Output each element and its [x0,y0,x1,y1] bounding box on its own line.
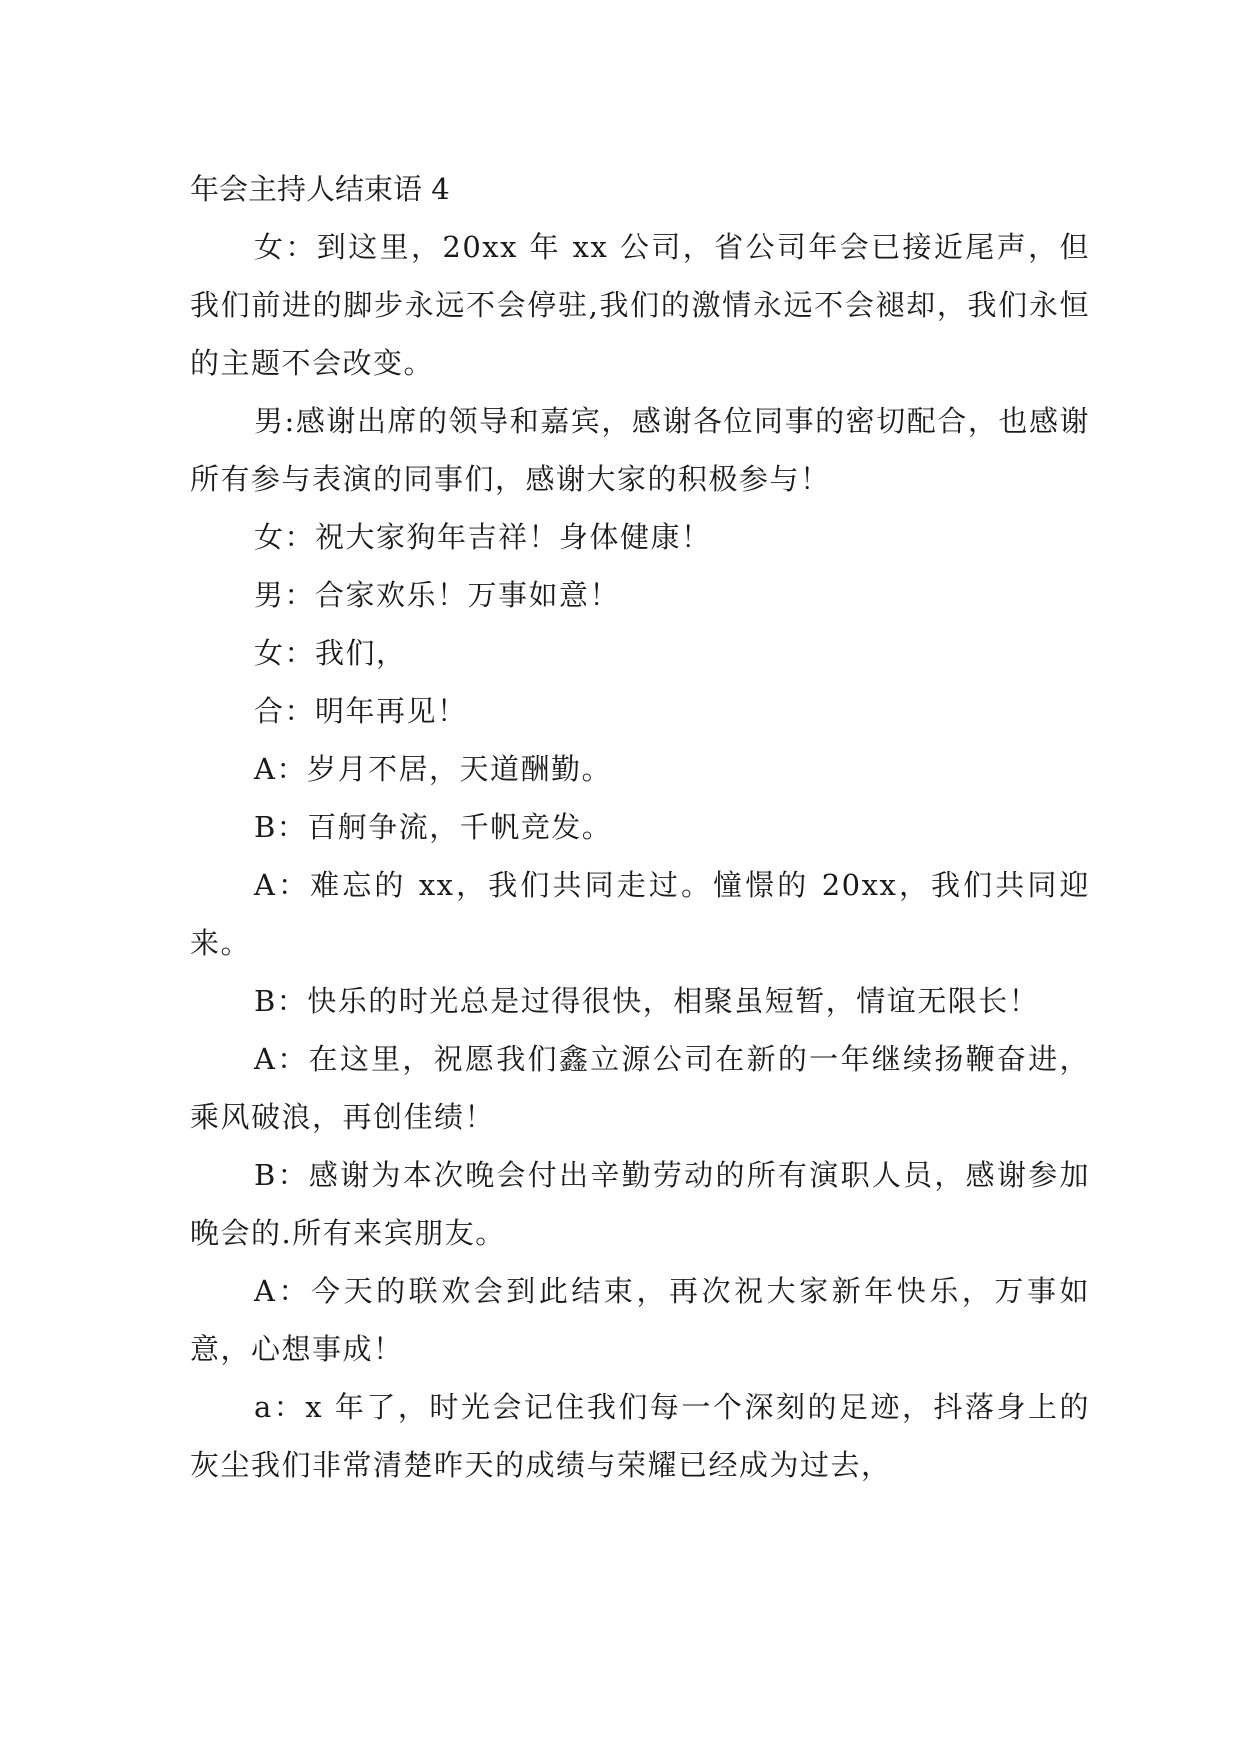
paragraph-2: 男:感谢出席的领导和嘉宾，感谢各位同事的密切配合，也感谢所有参与表演的同事们，感谢大家的积极参与！ [190,404,1090,496]
paragraph-9: A：难忘的 xx，我们共同走过。憧憬的 20xx，我们共同迎来。 [190,868,1090,960]
document-title: 年会主持人结束语 4 [190,172,450,206]
paragraph-6: 合：明年再见！ [254,694,468,728]
paragraph-1: 女：到这里，20xx 年 xx 公司，省公司年会已接近尾声，但我们前进的脚步永远不会停驻,我们的激情永远不会褪却，我们永恒的主题不会改变。 [190,230,1090,380]
paragraph-11: A：在这里，祝愿我们鑫立源公司在新的一年继续扬鞭奋进，乘风破浪，再创佳绩！ [190,1042,1090,1134]
paragraph-8: B：百舸争流，千帆竞发。 [254,810,613,844]
paragraph-12: B：感谢为本次晚会付出辛勤劳动的所有演职人员，感谢参加晚会的.所有来宾朋友。 [190,1158,1090,1250]
paragraph-13: A：今天的联欢会到此结束，再次祝大家新年快乐，万事如意，心想事成！ [190,1274,1090,1366]
paragraph-7: A：岁月不居，天道酬勤。 [254,752,612,786]
paragraph-10: B：快乐的时光总是过得很快，相聚虽短暂，情谊无限长！ [254,984,1040,1018]
paragraph-3: 女：祝大家狗年吉祥！身体健康！ [254,520,712,554]
paragraph-4: 男：合家欢乐！万事如意！ [254,578,621,612]
paragraph-5: 女：我们， [254,636,407,670]
paragraph-14: a：x 年了，时光会记住我们每一个深刻的足迹，抖落身上的灰尘我们非常清楚昨天的成绩与荣耀已经成为过去， [190,1390,1090,1482]
document-page [190,160,1090,1494]
